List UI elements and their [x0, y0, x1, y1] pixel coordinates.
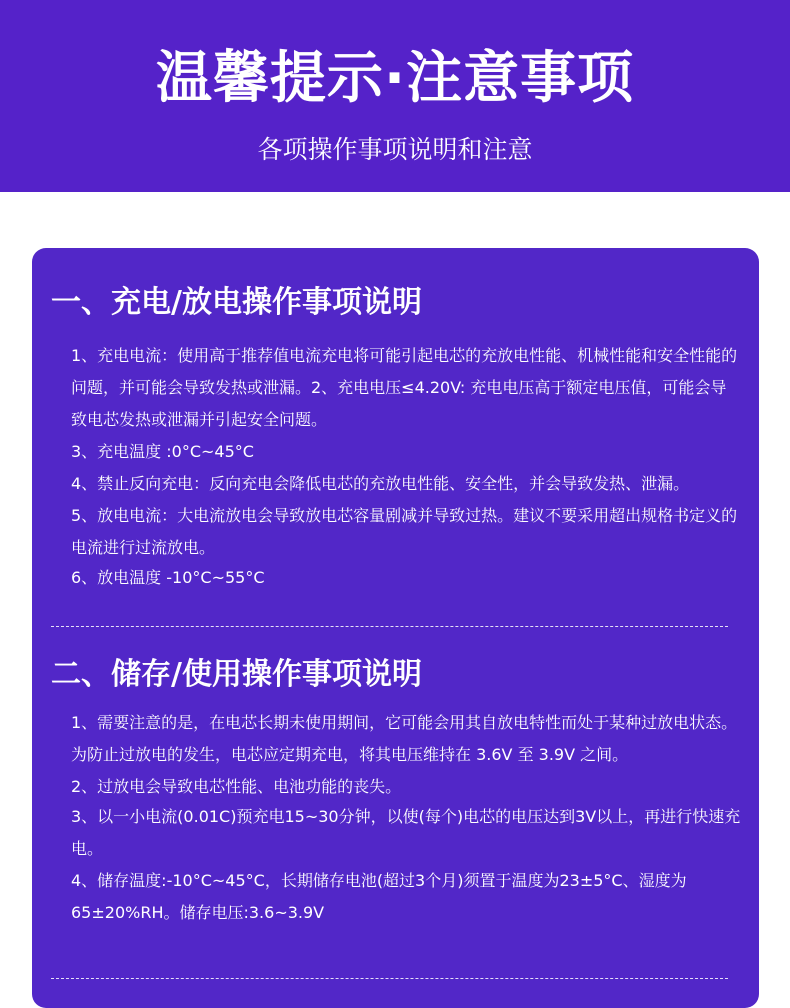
section-heading-charge-discharge: 一、充电/放电操作事项说明 — [51, 285, 422, 320]
discharge-temperature-item: 6、放电温度 -10°C~55°C — [71, 568, 265, 587]
storage-temperature-item: 4、储存温度:-10°C~45°C，长期储存电池(超过3个月)须置于温度为23±5°C、湿度为65±20%RH。储存电压:3.6~3.9V — [71, 871, 687, 922]
section-divider — [51, 626, 728, 627]
self-discharge-item: 1、需要注意的是，在电芯长期未使用期间，它可能会用其自放电特性而处于某种过放电状态。为防止过放电的发生，电芯应定期充电，将其电压维持在 3.6V 至 3.9V 之间。 — [71, 713, 738, 764]
precharge-item: 3、以一小电流(0.01C)预充电15~30分钟，以使(每个)电芯的电压达到3V以上，再进行快速充电。 — [71, 807, 741, 858]
charge-current-item: 1、充电电流：使用高于推荐值电流充电将可能引起电芯的充放电性能、机械性能和安全性能的问题，并可能会导致发热或泄漏。2、充电电压≤4.20V: 充电电压高于额定电压值，可能会导致电芯发热或泄漏并引起安全问题。 — [71, 346, 738, 429]
page-subtitle: 各项操作事项说明和注意 — [257, 135, 533, 164]
discharge-current-item: 5、放电电流：大电流放电会导致放电芯容量剧减并导致过热。建议不要采用超出规格书定义的电流进行过流放电。 — [71, 506, 738, 557]
notice-card — [32, 248, 759, 1008]
over-discharge-item: 2、过放电会导致电芯性能、电池功能的丧失。 — [71, 777, 402, 796]
page-title: 温馨提示·注意事项 — [155, 46, 635, 111]
reverse-charge-item: 4、禁止反向充电：反向充电会降低电芯的充放电性能、安全性，并会导致发热、泄漏。 — [71, 474, 690, 493]
section-heading-storage-usage: 二、储存/使用操作事项说明 — [51, 657, 422, 692]
charge-temperature-item: 3、充电温度 :0°C~45°C — [71, 442, 254, 461]
section-divider-bottom — [51, 978, 728, 979]
header-banner — [0, 0, 790, 192]
